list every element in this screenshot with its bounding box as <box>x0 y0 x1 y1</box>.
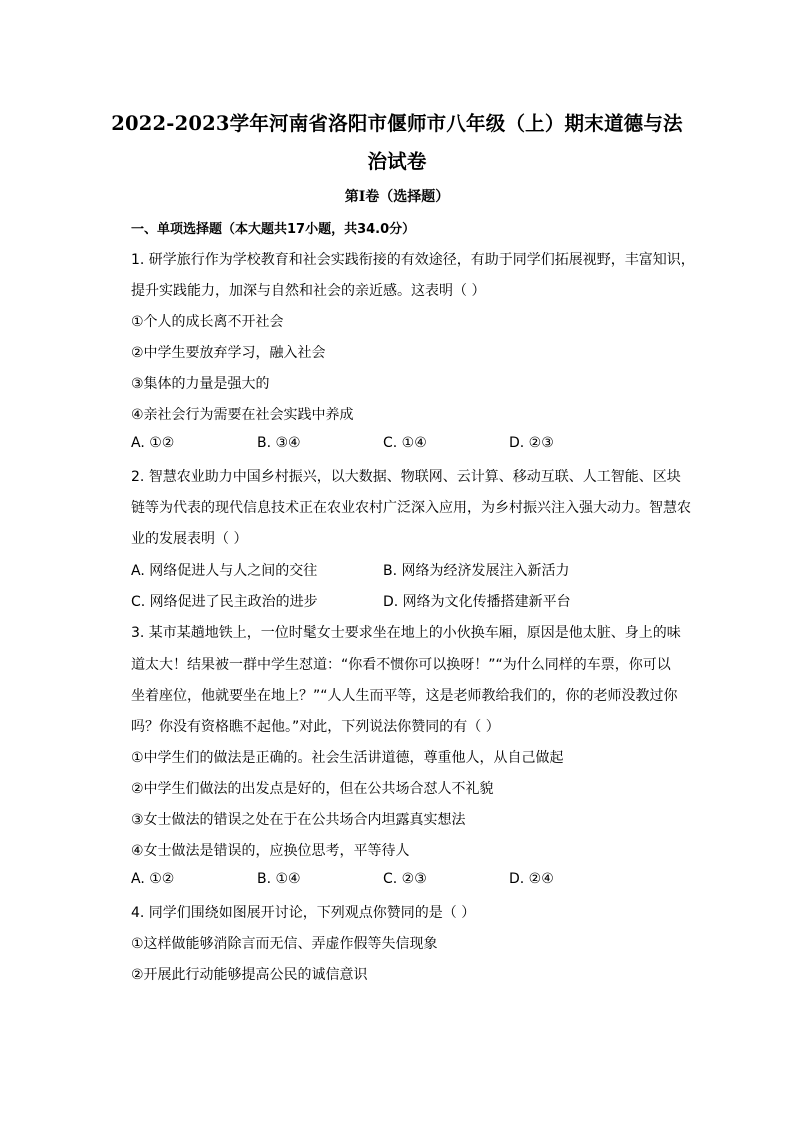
question-3-option-d: D. ②④ <box>509 871 554 887</box>
question-2-option-d: D. 网络为文化传播搭建新平台 <box>383 594 571 610</box>
question-2-stem-line-1: 2. 智慧农业助力中国乡村振兴，以大数据、物联网、云计算、移动互联、人工智能、区块 <box>131 469 681 485</box>
question-3-stem-line-3: 坐着座位，他就要坐在地上？”“人人生而平等，这是老师教给我们的，你的老师没教过你 <box>131 688 678 704</box>
question-3-statement-4: ④女士做法是错误的，应换位思考，平等待人 <box>131 843 410 859</box>
question-3-option-c: C. ②③ <box>383 871 427 887</box>
question-4-statement-1: ①这样做能够消除言而无信、弄虚作假等失信现象 <box>131 936 438 952</box>
question-3-option-a: A. ①② <box>131 871 175 887</box>
question-2-option-a: A. 网络促进人与人之间的交往 <box>131 563 318 579</box>
question-4-statement-2: ②开展此行动能够提高公民的诚信意识 <box>131 967 368 983</box>
exam-title-line-2: 治试卷 <box>367 150 427 173</box>
question-1-statement-4: ④亲社会行为需要在社会实践中养成 <box>131 407 354 423</box>
question-1-stem-line-2: 提升实践能力，加深与自然和社会的亲近感。这表明（ ） <box>131 283 486 299</box>
question-3-statement-2: ②中学生们做法的出发点是好的，但在公共场合怼人不礼貌 <box>131 781 494 797</box>
question-1-statement-3: ③集体的力量是强大的 <box>131 376 270 392</box>
question-2-option-b: B. 网络为经济发展注入新活力 <box>383 563 570 579</box>
question-3-stem-line-1: 3. 某市某趟地铁上，一位时髦女士要求坐在地上的小伙换车厢，原因是他太脏、身上的味 <box>131 625 681 641</box>
question-3-stem-line-2: 道太大！结果被一群中学生怼道：“你看不惯你可以换呀！”“为什么同样的车票，你可以 <box>131 657 671 673</box>
question-1-statement-2: ②中学生要放弃学习，融入社会 <box>131 345 326 361</box>
question-3-statement-1: ①中学生们的做法是正确的。社会生活讲道德，尊重他人，从自己做起 <box>131 750 564 766</box>
question-1-option-a: A. ①② <box>131 435 175 451</box>
question-1-statement-1: ①个人的成长离不开社会 <box>131 314 284 330</box>
question-2-option-c: C. 网络促进了民主政治的进步 <box>131 594 318 610</box>
question-4-stem-line-1: 4. 同学们围绕如图展开讨论，下列观点你赞同的是（ ） <box>131 905 476 921</box>
question-2-stem-line-3: 业的发展表明（ ） <box>131 531 248 547</box>
question-3-option-b: B. ①④ <box>257 871 301 887</box>
question-2-stem-line-2: 链等为代表的现代信息技术正在农业农村广泛深入应用，为乡村振兴注入强大动力。智慧农 <box>131 500 691 516</box>
question-3-stem-line-4: 吗？你没有资格瞧不起他。”对此，下列说法你赞同的有（ ） <box>131 719 500 735</box>
section-heading: 一、单项选择题（本大题共17小题，共34.0分） <box>131 222 416 237</box>
question-1-option-b: B. ③④ <box>257 435 301 451</box>
question-3-statement-3: ③女士做法的错误之处在于在公共场合内坦露真实想法 <box>131 812 466 828</box>
question-1-option-c: C. ①④ <box>383 435 427 451</box>
volume-heading: 第I卷（选择题） <box>344 189 450 205</box>
exam-title-line-1: 2022-2023学年河南省洛阳市偃师市八年级（上）期末道德与法 <box>111 112 683 135</box>
question-1-stem-line-1: 1. 研学旅行作为学校教育和社会实践衔接的有效途径，有助于同学们拓展视野，丰富知识， <box>131 252 695 268</box>
question-1-option-d: D. ②③ <box>509 435 554 451</box>
